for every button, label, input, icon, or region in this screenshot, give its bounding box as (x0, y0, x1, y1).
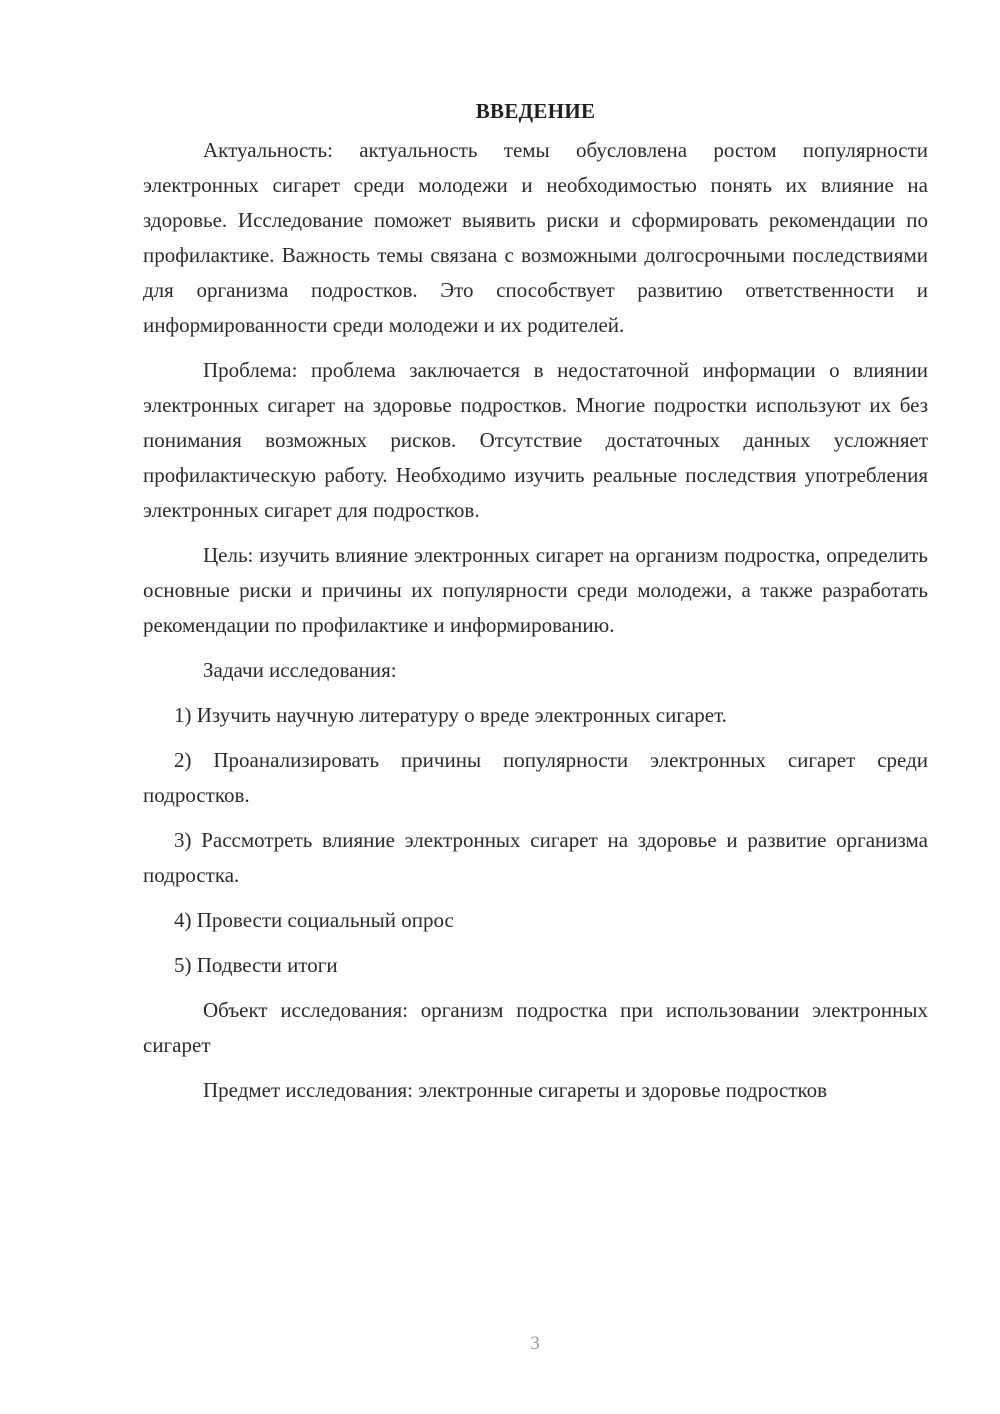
task-item: 4) Провести социальный опрос (174, 908, 454, 932)
tasks-heading: Задачи исследования: (203, 658, 397, 682)
page-number: 3 (530, 1333, 540, 1354)
relevance-paragraph: Актуальность: актуальность темы обусловлена ростом популярности электронных сигарет среди молодежи и необходимостью понять их влияние на здоровье. Исследование поможет выявить риски и сформировать рекомендации по профилактике. Важность темы связана с возможными долгосрочными последствиями для организма подростков. Это способствует развитию ответственности и информированности среди молодежи и их родителей. (143, 138, 928, 337)
task-item: 2) Проанализировать причины популярности электронных сигарет среди подростков. (143, 748, 928, 807)
task-item: 1) Изучить научную литературу о вреде электронных сигарет. (174, 703, 727, 727)
task-item: 5) Подвести итоги (174, 953, 338, 977)
page-content (143, 95, 928, 1108)
subject-paragraph: Предмет исследования: электронные сигареты и здоровье подростков (203, 1078, 828, 1102)
object-paragraph: Объект исследования: организм подростка при использовании электронных сигарет (143, 998, 928, 1057)
goal-paragraph: Цель: изучить влияние электронных сигарет на организм подростка, определить основные риски и причины их популярности среди молодежи, а также разработать рекомендации по профилактике и информированию. (143, 543, 928, 637)
task-item: 3) Рассмотреть влияние электронных сигарет на здоровье и развитие организма подростка. (143, 828, 928, 887)
problem-paragraph: Проблема: проблема заключается в недостаточной информации о влиянии электронных сигарет на здоровье подростков. Многие подростки используют их без понимания возможных рисков. Отсутствие достаточных данных усложняет профилактическую работу. Необходимо изучить реальные последствия употребления электронных сигарет для подростков. (143, 358, 928, 522)
page-title: ВВЕДЕНИЕ (475, 99, 596, 123)
